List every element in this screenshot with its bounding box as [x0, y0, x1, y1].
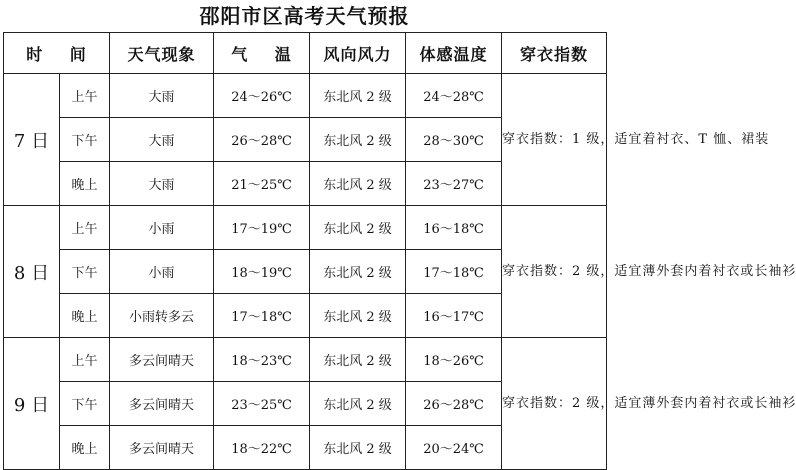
- dress-index-text: 穿衣指数：2 级，适宜薄外套内着衬衣或长袖衫: [502, 396, 796, 411]
- feels-like-cell: 18～26℃: [406, 338, 502, 382]
- header-weather: 天气现象: [110, 33, 214, 74]
- table-row: [4, 338, 607, 382]
- period-cell: 下午: [60, 118, 110, 162]
- wind-cell: 东北风 2 级: [310, 338, 406, 382]
- feels-like-cell: 17～18℃: [406, 250, 502, 294]
- wind-cell: 东北风 2 级: [310, 206, 406, 250]
- period-cell: 上午: [60, 74, 110, 118]
- temperature-cell: 26～28℃: [214, 118, 310, 162]
- day-cell: 9 日: [4, 338, 60, 470]
- temperature-cell: 21～25℃: [214, 162, 310, 206]
- dress-index-text: 穿衣指数：1 级，适宜着衬衣、T 恤、裙装: [502, 132, 770, 147]
- feels-like-cell: 23～27℃: [406, 162, 502, 206]
- period-cell: 上午: [60, 206, 110, 250]
- forecast-table: [3, 32, 796, 470]
- page-title: 邵阳市区高考天气预报: [199, 4, 410, 28]
- weather-cell: 大雨: [110, 74, 214, 118]
- temperature-cell: 18～19℃: [214, 250, 310, 294]
- weather-cell: 多云间晴天: [110, 426, 214, 470]
- header-dress-index: 穿衣指数: [502, 33, 607, 74]
- period-cell: 晚上: [60, 162, 110, 206]
- feels-like-cell: 28～30℃: [406, 118, 502, 162]
- temperature-cell: 24～26℃: [214, 74, 310, 118]
- header-feels-like: 体感温度: [406, 33, 502, 74]
- temperature-cell: 17～19℃: [214, 206, 310, 250]
- period-cell: 下午: [60, 250, 110, 294]
- dress-index-text: 穿衣指数：2 级，适宜薄外套内着衬衣或长袖衫: [502, 264, 796, 279]
- feels-like-cell: 16～17℃: [406, 294, 502, 338]
- period-cell: 晚上: [60, 294, 110, 338]
- weather-cell: 小雨: [110, 206, 214, 250]
- feels-like-cell: 24～28℃: [406, 74, 502, 118]
- dress-index-cell: [502, 206, 796, 338]
- weather-cell: 多云间晴天: [110, 338, 214, 382]
- temperature-cell: 17～18℃: [214, 294, 310, 338]
- wind-cell: 东北风 2 级: [310, 162, 406, 206]
- weather-cell: 大雨: [110, 162, 214, 206]
- weather-cell: 小雨: [110, 250, 214, 294]
- day-cell: 7 日: [4, 74, 60, 206]
- feels-like-cell: 16～18℃: [406, 206, 502, 250]
- weather-cell: 小雨转多云: [110, 294, 214, 338]
- wind-cell: 东北风 2 级: [310, 382, 406, 426]
- table-row: [4, 74, 607, 118]
- header-time: 时 间: [4, 33, 110, 74]
- period-cell: 晚上: [60, 426, 110, 470]
- feels-like-cell: 26～28℃: [406, 382, 502, 426]
- temperature-cell: 18～22℃: [214, 426, 310, 470]
- dress-index-cell: [502, 74, 770, 206]
- dress-index-cell: [502, 338, 796, 470]
- temperature-cell: 23～25℃: [214, 382, 310, 426]
- temperature-cell: 18～23℃: [214, 338, 310, 382]
- wind-cell: 东北风 2 级: [310, 250, 406, 294]
- header-row: [4, 33, 607, 74]
- header-temperature: 气 温: [214, 33, 310, 74]
- feels-like-cell: 20～24℃: [406, 426, 502, 470]
- header-wind: 风向风力: [310, 33, 406, 74]
- period-cell: 上午: [60, 338, 110, 382]
- day-cell: 8 日: [4, 206, 60, 338]
- wind-cell: 东北风 2 级: [310, 118, 406, 162]
- wind-cell: 东北风 2 级: [310, 74, 406, 118]
- table-row: [4, 206, 607, 250]
- wind-cell: 东北风 2 级: [310, 294, 406, 338]
- weather-cell: 大雨: [110, 118, 214, 162]
- wind-cell: 东北风 2 级: [310, 426, 406, 470]
- period-cell: 下午: [60, 382, 110, 426]
- weather-cell: 多云间晴天: [110, 382, 214, 426]
